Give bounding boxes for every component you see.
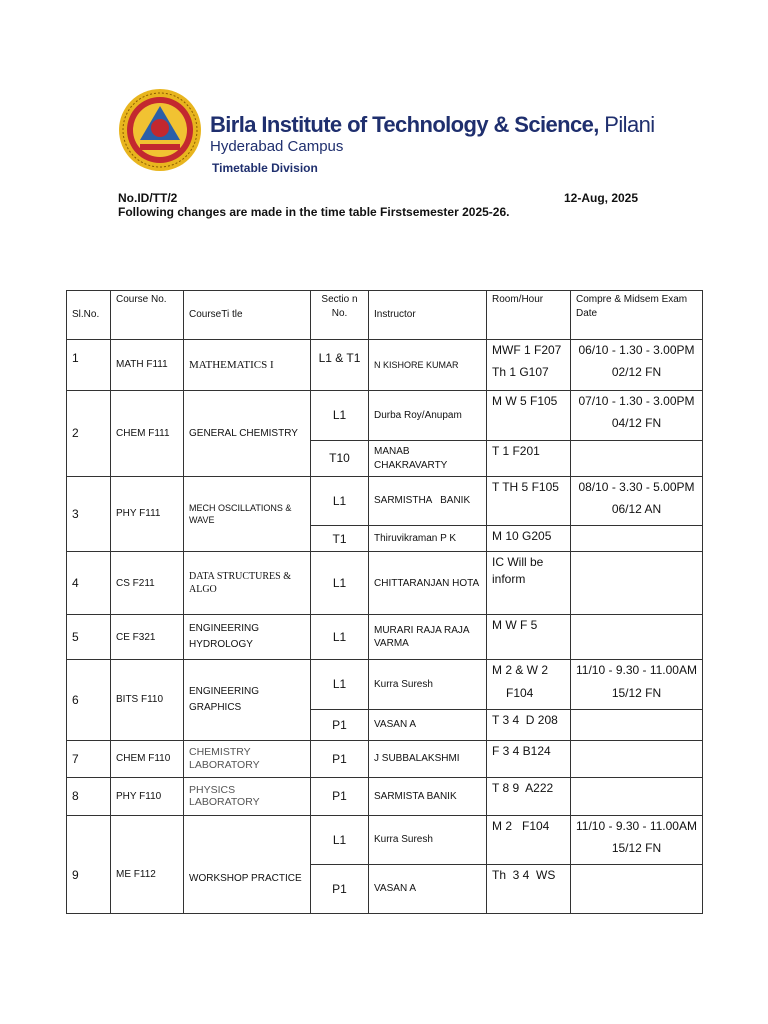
table-row [67, 552, 703, 615]
cell-exam [571, 552, 703, 615]
cell-room: M 2 & W 2 F104 [487, 660, 571, 709]
cell-room: M 10 G205 [487, 526, 571, 552]
cell-course-no: CS F211 [111, 552, 184, 615]
cell-course-no: PHY F110 [111, 777, 184, 815]
timetable-changes-table [66, 290, 703, 914]
cell-course-title: MECH OSCILLATIONS & WAVE [184, 477, 311, 552]
cell-exam [571, 441, 703, 477]
cell-course-title: CHEMISTRY LABORATORY [184, 740, 311, 777]
cell-course-title: DATA STRUCTURES & ALGO [184, 552, 311, 615]
cell-instructor: VASAN A [369, 709, 487, 740]
cell-exam: 11/10 - 9.30 - 11.00AM 15/12 FN [571, 660, 703, 709]
cell-instructor: N KISHORE KUMAR [369, 340, 487, 391]
cell-course-no: CE F321 [111, 615, 184, 660]
cell-instructor: SARMISTHA BANIK [369, 477, 487, 526]
institute-name: Birla Institute of Technology & Science, Pilani [210, 112, 655, 137]
cell-section: P1 [311, 740, 369, 777]
cell-room: T TH 5 F105 [487, 477, 571, 526]
cell-instructor: Kurra Suresh [369, 815, 487, 864]
cell-room: F 3 4 B124 [487, 740, 571, 777]
cell-section: L1 [311, 477, 369, 526]
memo-date: 12-Aug, 2025 [564, 191, 639, 205]
cell-instructor: VASAN A [369, 865, 487, 914]
table-row [67, 477, 703, 526]
division-name: Timetable Division [212, 161, 318, 175]
cell-course-title: ENGINEERING HYDROLOGY [184, 615, 311, 660]
cell-slno: 9 [67, 815, 111, 913]
cell-course-no: BITS F110 [111, 660, 184, 740]
cell-room: Th 3 4 WS [487, 865, 571, 914]
table-row [67, 615, 703, 660]
cell-exam [571, 740, 703, 777]
cell-room: MWF 1 F207 Th 1 G107 [487, 340, 571, 391]
header-section: Sectio n No. [311, 291, 369, 340]
cell-section: L1 [311, 552, 369, 615]
cell-section: L1 [311, 660, 369, 709]
cell-section: L1 [311, 391, 369, 441]
cell-room: T 1 F201 [487, 441, 571, 477]
header-instructor: Instructor [369, 291, 487, 340]
cell-course-title: PHYSICS LABORATORY [184, 777, 311, 815]
header-course-title: CourseTi tle [184, 291, 311, 340]
cell-slno: 8 [67, 777, 111, 815]
table-row [67, 740, 703, 777]
campus-name: Hyderabad Campus [210, 138, 344, 155]
cell-slno: 1 [67, 340, 111, 391]
cell-exam [571, 615, 703, 660]
notice-text: Following changes are made in the time table Firstsemester 2025-26. [118, 205, 510, 219]
cell-slno: 7 [67, 740, 111, 777]
cell-section: P1 [311, 709, 369, 740]
table-row [67, 340, 703, 391]
cell-room: M W F 5 [487, 615, 571, 660]
cell-instructor: SARMISTA BANIK [369, 777, 487, 815]
cell-exam [571, 526, 703, 552]
cell-room: M 2 F104 [487, 815, 571, 864]
cell-section: L1 [311, 615, 369, 660]
cell-slno: 2 [67, 391, 111, 477]
cell-slno: 5 [67, 615, 111, 660]
cell-exam: 08/10 - 3.30 - 5.00PM 06/12 AN [571, 477, 703, 526]
cell-slno: 6 [67, 660, 111, 740]
table-row [67, 391, 703, 441]
cell-section: L1 [311, 815, 369, 864]
cell-instructor: MURARI RAJA RAJA VARMA [369, 615, 487, 660]
header-exam: Compre & Midsem Exam Date [571, 291, 703, 340]
cell-section: P1 [311, 865, 369, 914]
cell-room: IC Will be inform [487, 552, 571, 615]
cell-instructor: J SUBBALAKSHMI [369, 740, 487, 777]
cell-section: P1 [311, 777, 369, 815]
cell-course-no: ME F112 [111, 815, 184, 913]
cell-instructor: MANAB CHAKRAVARTY [369, 441, 487, 477]
cell-course-title: MATHEMATICS I [184, 340, 311, 391]
cell-section: L1 & T1 [311, 340, 369, 391]
cell-course-no: MATH F111 [111, 340, 184, 391]
cell-course-title: GENERAL CHEMISTRY [184, 391, 311, 477]
cell-room: T 8 9 A222 [487, 777, 571, 815]
cell-course-title: WORKSHOP PRACTICE [184, 815, 311, 913]
cell-instructor: Durba Roy/Anupam [369, 391, 487, 441]
table-row [67, 815, 703, 864]
cell-exam: 11/10 - 9.30 - 11.00AM 15/12 FN [571, 815, 703, 864]
cell-instructor: Thiruvikraman P K [369, 526, 487, 552]
cell-slno: 4 [67, 552, 111, 615]
cell-room: T 3 4 D 208 [487, 709, 571, 740]
cell-exam [571, 865, 703, 914]
header-course-no: Course No. [111, 291, 184, 340]
cell-exam [571, 777, 703, 815]
institute-logo-icon [118, 88, 202, 172]
cell-exam: 07/10 - 1.30 - 3.00PM 04/12 FN [571, 391, 703, 441]
cell-exam: 06/10 - 1.30 - 3.00PM 02/12 FN [571, 340, 703, 391]
cell-room: M W 5 F105 [487, 391, 571, 441]
cell-course-no: PHY F111 [111, 477, 184, 552]
table-row [67, 660, 703, 709]
cell-exam [571, 709, 703, 740]
cell-section: T1 [311, 526, 369, 552]
cell-instructor: Kurra Suresh [369, 660, 487, 709]
table-row [67, 777, 703, 815]
header-room: Room/Hour [487, 291, 571, 340]
cell-slno: 3 [67, 477, 111, 552]
cell-section: T10 [311, 441, 369, 477]
header-row [67, 291, 703, 340]
cell-instructor: CHITTARANJAN HOTA [369, 552, 487, 615]
reference-number: No.ID/TT/2 [118, 191, 178, 205]
cell-course-title: ENGINEERING GRAPHICS [184, 660, 311, 740]
cell-course-no: CHEM F111 [111, 391, 184, 477]
cell-course-no: CHEM F110 [111, 740, 184, 777]
header-slno: Sl.No. [67, 291, 111, 340]
